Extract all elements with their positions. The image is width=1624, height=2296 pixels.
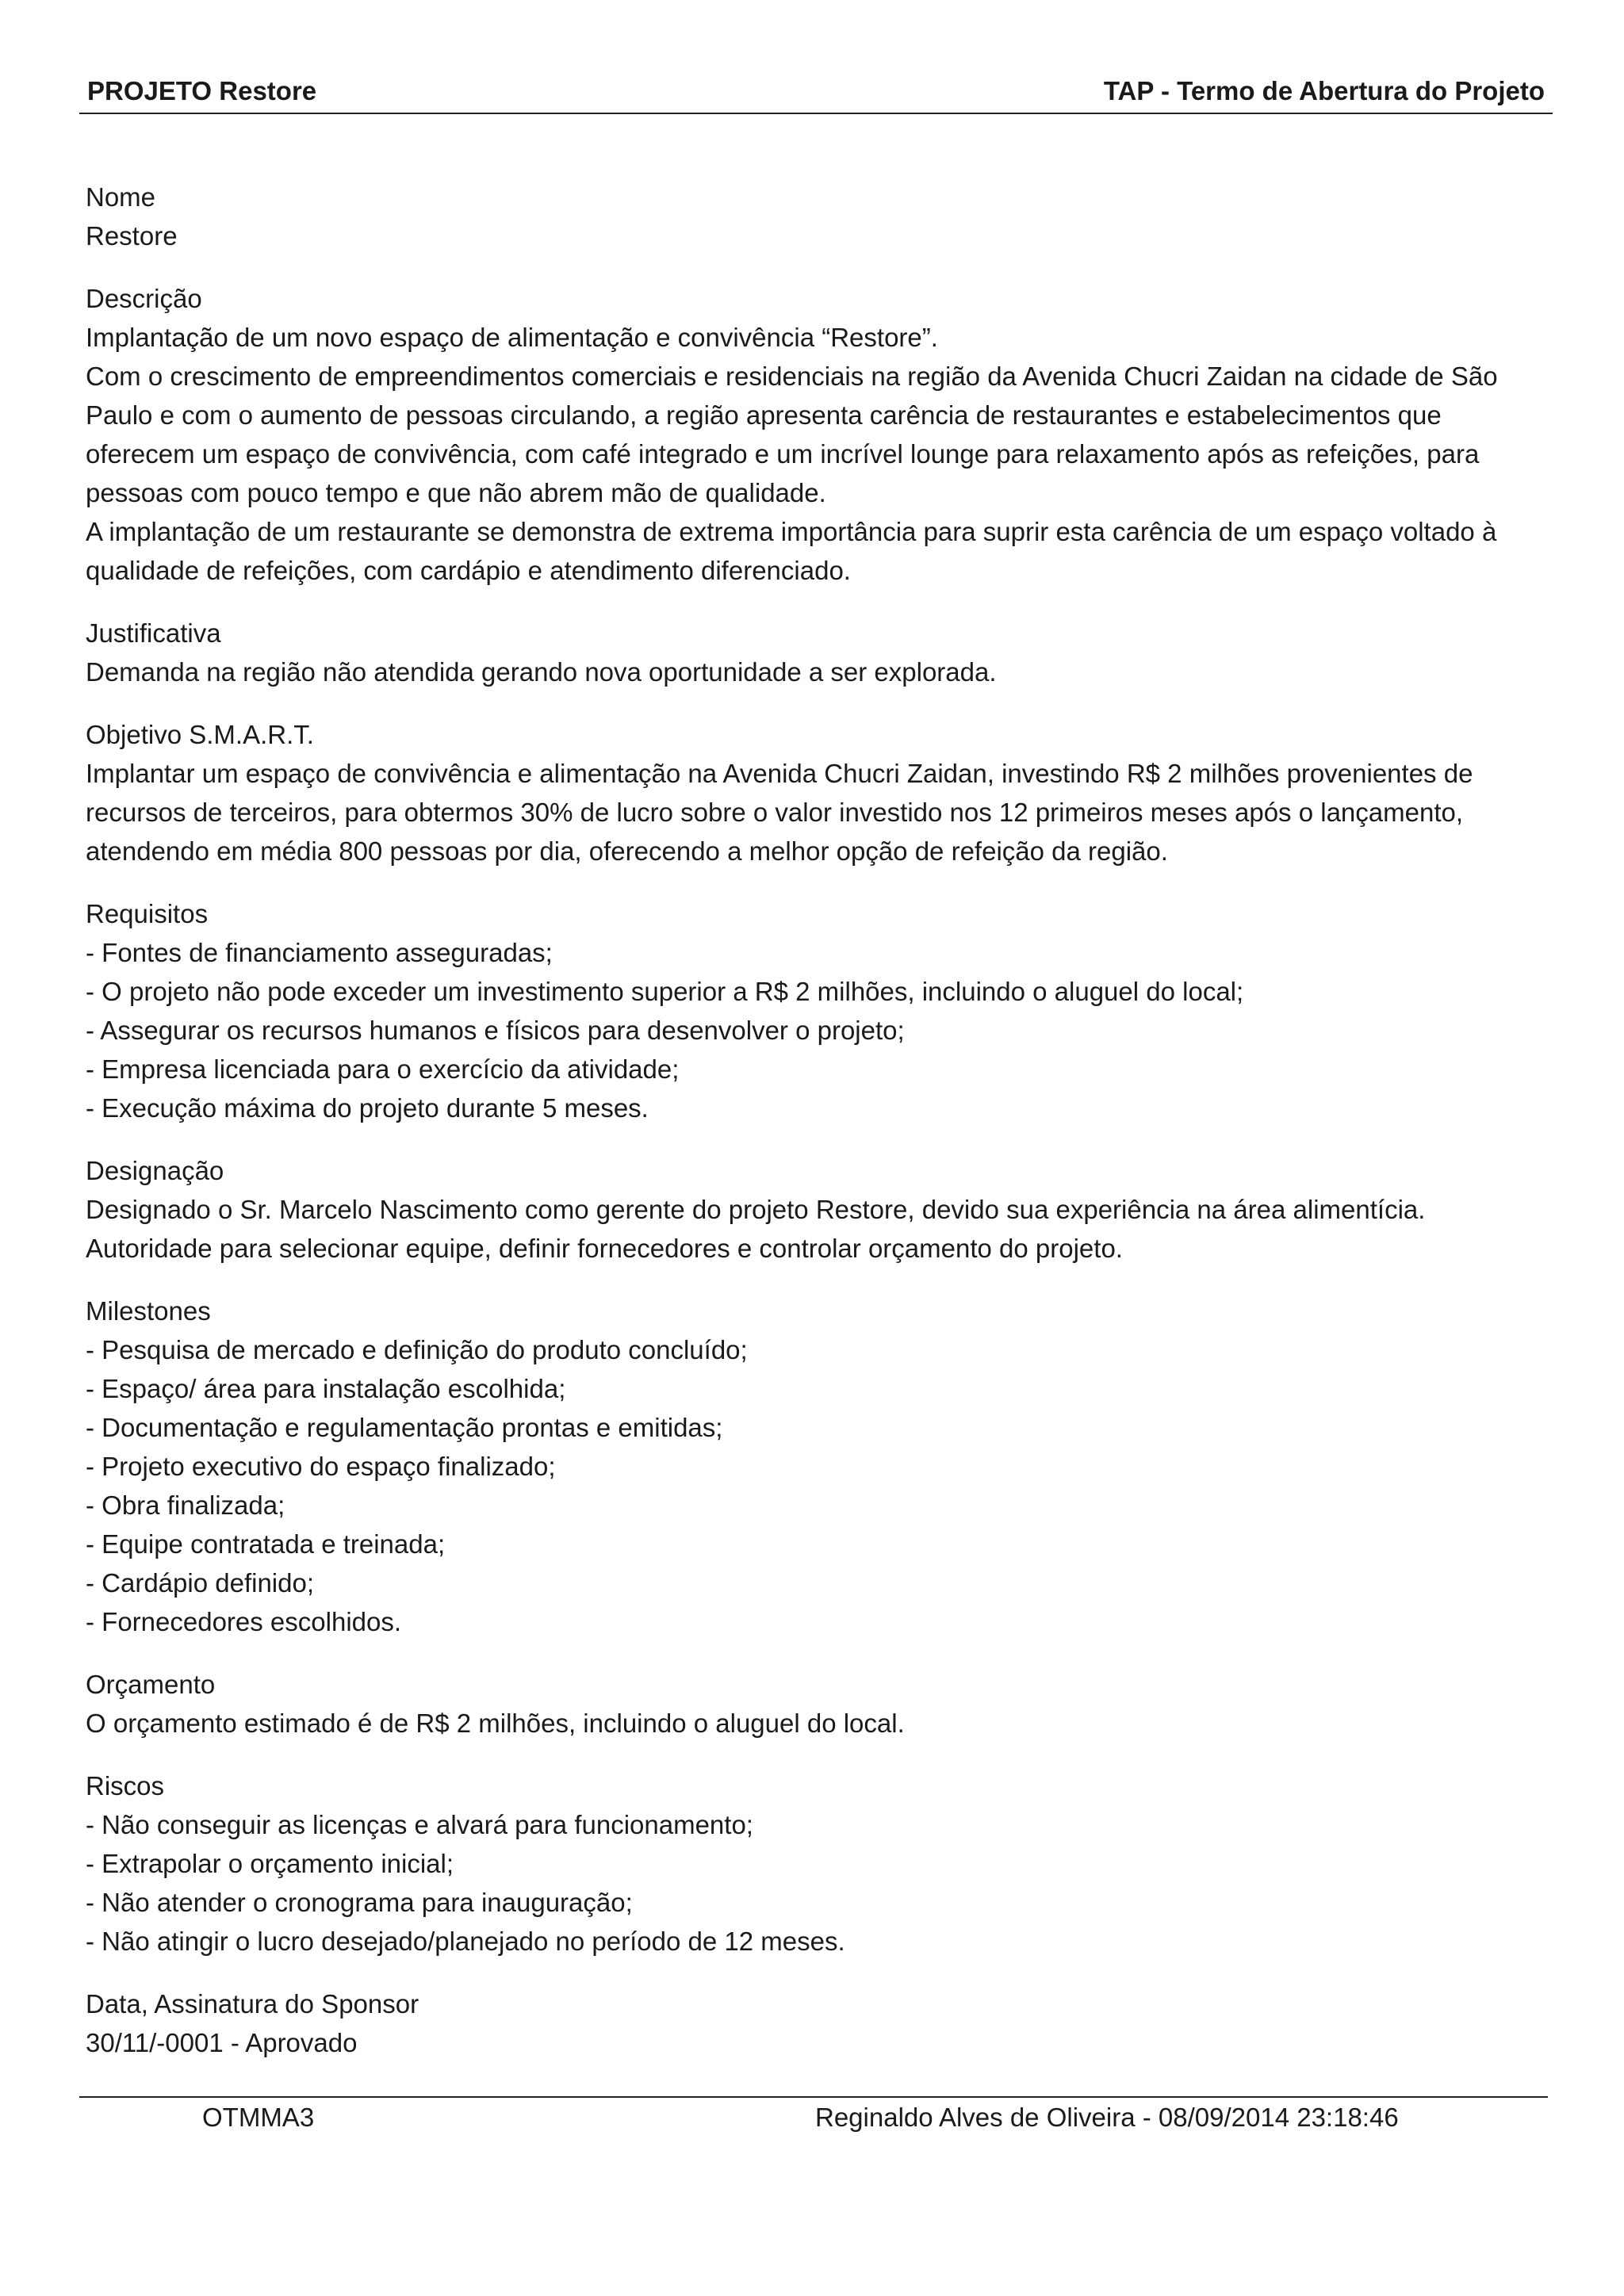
section-descricao	[86, 279, 1553, 590]
page-footer	[79, 2096, 1548, 2132]
paragraph: Designado o Sr. Marcelo Nascimento como gerente do projeto Restore, devido sua experiência na área alimentícia.	[86, 1195, 1426, 1224]
section-title: Nome	[86, 182, 156, 212]
requirements-list	[86, 933, 1553, 1127]
milestones-list	[86, 1330, 1553, 1641]
section-title: Justificativa	[86, 618, 221, 648]
section-objetivo	[86, 715, 1553, 871]
section-title: Objetivo S.M.A.R.T.	[86, 720, 314, 749]
document-type-title: TAP - Termo de Abertura do Projeto	[1103, 76, 1545, 105]
project-title: PROJETO Restore	[87, 76, 317, 105]
section-assinatura	[86, 1984, 1553, 2062]
section-title: Milestones	[86, 1296, 211, 1326]
list-item: - Não atender o cronograma para inauguração;	[86, 1888, 633, 1917]
list-item: - Fontes de financiamento asseguradas;	[86, 938, 553, 967]
list-item: - Pesquisa de mercado e definição do produto concluído;	[86, 1335, 748, 1364]
section-text: Restore	[86, 221, 178, 251]
section-title: Requisitos	[86, 899, 209, 928]
list-item: - Assegurar os recursos humanos e físicos para desenvolver o projeto;	[86, 1016, 905, 1045]
section-milestones	[86, 1292, 1553, 1641]
section-nome	[86, 178, 1553, 255]
list-item: - Espaço/ área para instalação escolhida;	[86, 1374, 566, 1403]
list-item: - Documentação e regulamentação prontas e emitidas;	[86, 1413, 723, 1442]
section-title: Orçamento	[86, 1670, 216, 1699]
section-riscos	[86, 1766, 1553, 1961]
list-item: - Fornecedores escolhidos.	[86, 1607, 402, 1636]
section-text: O orçamento estimado é de R$ 2 milhões, incluindo o aluguel do local.	[86, 1709, 905, 1738]
section-designacao	[86, 1151, 1553, 1268]
list-item: - Empresa licenciada para o exercício da atividade;	[86, 1054, 680, 1084]
paragraph: Autoridade para selecionar equipe, definir fornecedores e controlar orçamento do projeto.	[86, 1234, 1123, 1263]
document-body	[86, 178, 1553, 2086]
list-item: - O projeto não pode exceder um investimento superior a R$ 2 milhões, incluindo o aluguel do local;	[86, 977, 1244, 1006]
list-item: - Obra finalizada;	[86, 1490, 285, 1520]
section-text: Demanda na região não atendida gerando nova oportunidade a ser explorada.	[86, 657, 997, 687]
list-item: - Cardápio definido;	[86, 1568, 315, 1598]
section-orcamento	[86, 1665, 1553, 1743]
section-title: Riscos	[86, 1771, 165, 1800]
paragraph: A implantação de um restaurante se demonstra de extrema importância para suprir esta carência de um espaço voltado à qualidade de refeições, com cardápio e atendimento diferenciado.	[86, 517, 1497, 585]
list-item: - Não conseguir as licenças e alvará para funcionamento;	[86, 1810, 753, 1839]
list-item: - Execução máxima do projeto durante 5 meses.	[86, 1093, 649, 1123]
paragraph: Com o crescimento de empreendimentos comerciais e residenciais na região da Avenida Chucri Zaidan na cidade de São Paulo e com o aumento de pessoas circulando, a região apresenta carência de restaurantes e estabelecimentos que oferecem um espaço de convivência, com café integrado e um incrível lounge para relaxamento após as refeições, para pessoas com pouco tempo e que não abrem mão de qualidade.	[86, 362, 1498, 507]
section-title: Data, Assinatura do Sponsor	[86, 1989, 419, 2019]
section-title: Designação	[86, 1156, 224, 1185]
footer-author-timestamp: Reginaldo Alves de Oliveira - 08/09/2014 23:18:46	[815, 2103, 1399, 2132]
section-title: Descrição	[86, 284, 202, 313]
section-justificativa	[86, 614, 1553, 691]
paragraph: Implantação de um novo espaço de alimentação e convivência “Restore”.	[86, 323, 938, 352]
list-item: - Não atingir o lucro desejado/planejado no período de 12 meses.	[86, 1927, 845, 1956]
risks-list	[86, 1805, 1553, 1961]
section-requisitos	[86, 894, 1553, 1127]
list-item: - Projeto executivo do espaço finalizado;	[86, 1452, 556, 1481]
section-text: 30/11/-0001 - Aprovado	[86, 2028, 358, 2057]
section-text: Implantar um espaço de convivência e alimentação na Avenida Chucri Zaidan, investindo R$ 2 milhões provenientes de recursos de terceiros, para obtermos 30% de lucro sobre o valor investido nos 12 primeiros meses após o lançamento, atendendo em média 800 pessoas por dia, oferecendo a melhor opção de refeição da região.	[86, 759, 1473, 866]
footer-code: OTMMA3	[202, 2103, 315, 2132]
list-item: - Equipe contratada e treinada;	[86, 1529, 446, 1559]
page-header	[79, 76, 1553, 114]
list-item: - Extrapolar o orçamento inicial;	[86, 1849, 454, 1878]
